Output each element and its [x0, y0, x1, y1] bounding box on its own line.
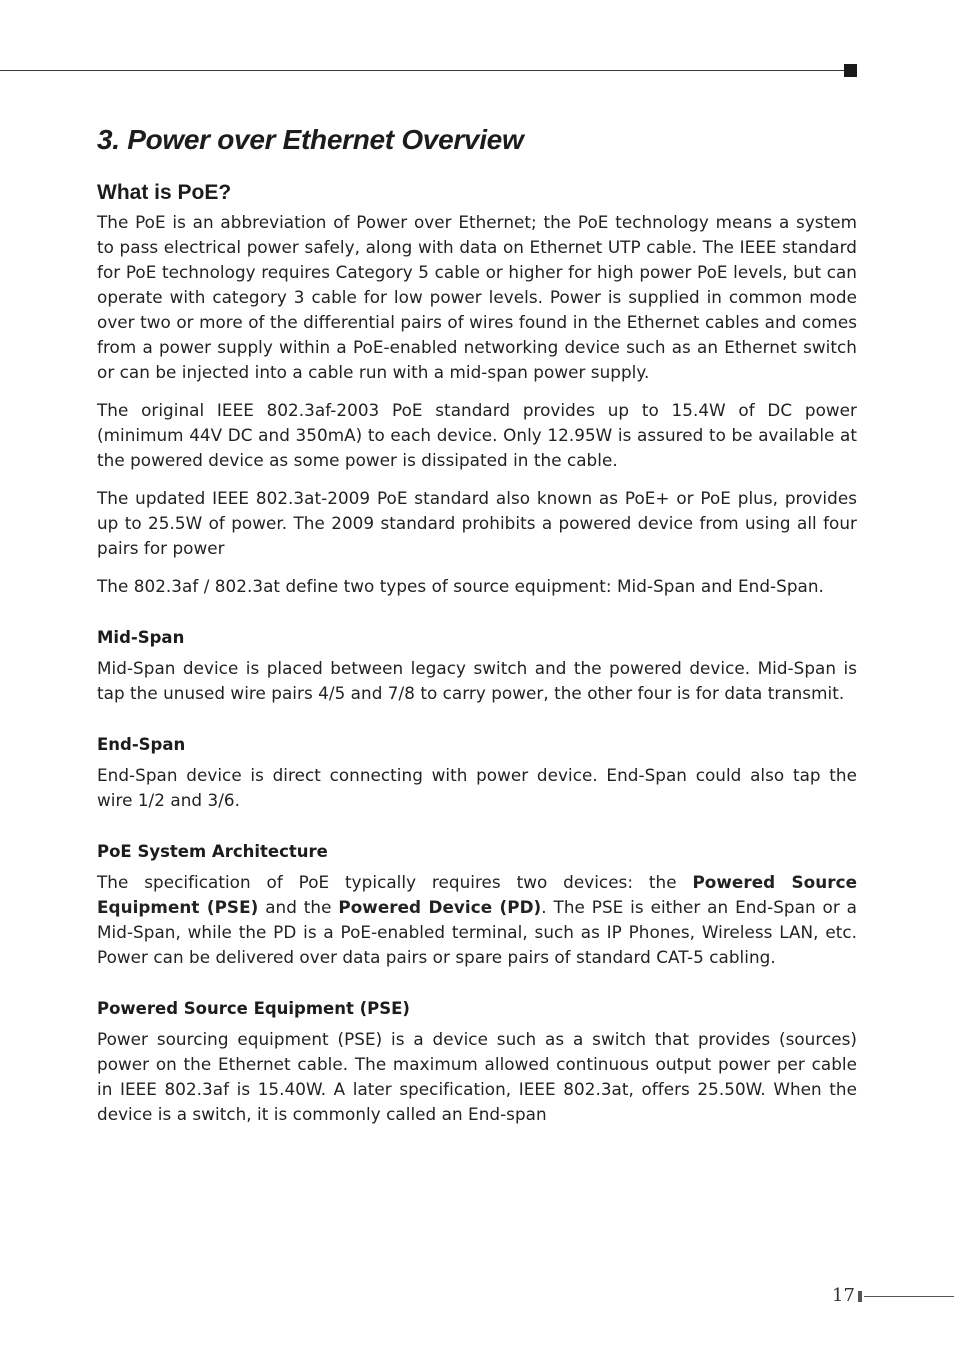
paragraph-end-span: End-Span device is direct connecting with power device. End-Span could also tap the wire 1/2 and 3/6.	[97, 765, 857, 810]
header-square-mark	[844, 64, 857, 77]
subheading-poe-system-architecture: PoE System Architecture	[97, 842, 328, 861]
header-rule	[0, 70, 846, 71]
paragraph-802-3af: The original IEEE 802.3af-2003 PoE standard provides up to 15.4W of DC power (minimum 44V DC and 350mA) to each device. Only 12.95W is assured to be available at the powered device as some power is dissipated in the cable.	[97, 400, 857, 470]
architecture-text-2: and the	[258, 897, 339, 917]
architecture-text-1: The specification of PoE typically requires two devices: the	[97, 872, 693, 892]
page-content	[97, 118, 857, 1127]
paragraph-source-equipment-types: The 802.3af / 802.3at define two types of source equipment: Mid-Span and End-Span.	[97, 576, 824, 596]
footer-rule	[864, 1296, 954, 1297]
chapter-title: 3. Power over Ethernet Overview	[97, 124, 524, 155]
architecture-bold-pd: Powered Device (PD)	[338, 897, 542, 917]
page-number: 17	[832, 1285, 855, 1306]
subheading-pse: Powered Source Equipment (PSE)	[97, 999, 410, 1018]
footer-mark	[858, 1291, 862, 1302]
section-heading-what-is-poe: What is PoE?	[97, 181, 232, 204]
architecture-text-3: . The PSE is either an End-Span or a Mid-Span, while the PD is a PoE-enabled terminal, such as IP Phones, Wireless LAN, etc. Power can be delivered over data pairs or spare pairs of standard CAT-5 cabling.	[97, 897, 858, 967]
paragraph-pse: Power sourcing equipment (PSE) is a device such as a switch that provides (sources) power on the Ethernet cable. The maximum allowed continuous output power per cable in IEEE 802.3af is 15.40W. A later specification, IEEE 802.3at, offers 25.50W. When the device is a switch, it is commonly called an End-span	[97, 1029, 857, 1124]
subheading-end-span: End-Span	[97, 735, 186, 754]
architecture-bold-pse: Powered Source Equipment (PSE)	[97, 872, 858, 917]
paragraph-802-3at: The updated IEEE 802.3at-2009 PoE standard also known as PoE+ or PoE plus, provides up to 25.5W of power. The 2009 standard prohibits a powered device from using all four pairs for power	[97, 488, 857, 558]
paragraph-poe-definition: The PoE is an abbreviation of Power over Ethernet; the PoE technology means a system to pass electrical power safely, along with data on Ethernet UTP cable. The IEEE standard for PoE technology requires Category 5 cable or higher for high power PoE levels, but can operate with category 3 cable for low power levels. Power is supplied in common mode over two or more of the differential pairs of wires found in the Ethernet cables and comes from a power supply within a PoE-enabled networking device such as an Ethernet switch or can be injected into a cable run with a mid-span power supply.	[97, 212, 857, 382]
paragraph-mid-span: Mid-Span device is placed between legacy switch and the powered device. Mid-Span is tap the unused wire pairs 4/5 and 7/8 to carry power, the other four is for data transmit.	[97, 658, 857, 703]
paragraph-poe-architecture	[97, 870, 857, 970]
subheading-mid-span: Mid-Span	[97, 628, 185, 647]
